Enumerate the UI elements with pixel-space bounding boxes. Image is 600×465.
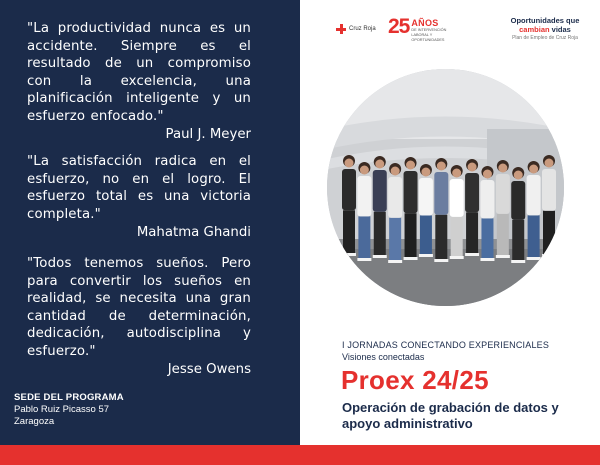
photo-person [357,162,371,261]
quote-text: "La productividad nunca es un accidente. Siempre es el resultado de un compromiso con la excelencia, una planificación inteligente y un esfuerzo enfocado." [27,21,251,124]
quote-author: Paul J. Meyer [165,127,251,142]
photo-person [388,163,402,263]
event-panel [300,0,600,445]
quote-text: "La satisfacción radica en el esfuerzo, no en el logro. El esfuerzo total es una victoria completa." [27,154,251,222]
photo-person [542,155,556,257]
oportunidades-vidas: vidas [551,25,571,34]
quote-ghandi [27,153,251,242]
event-series: I JORNADAS CONECTANDO EXPERIENCIALES [342,340,550,350]
anniversary-number: 25 [388,15,410,38]
quote-meyer [27,20,251,144]
venue-address: Pablo Ruiz Picasso 57 [14,404,110,415]
oportunidades-line1: Oportunidades que [510,16,580,25]
cruz-roja-label: Cruz Roja [349,26,376,32]
cruz-roja-logo [336,22,379,36]
photo-person [465,159,479,256]
quote-owens [27,255,251,379]
photo-person [434,158,448,262]
photo-person [511,167,525,263]
quote-text: "Todos tenemos sueños. Pero para convertir los sueños en realidad, se necesita una gran cantidad de determinación, dedicación, autodisciplina y esfuerzo." [27,256,251,359]
photo-person [373,156,387,258]
bottom-accent-bar [0,445,600,465]
event-theme: Visiones conectadas [342,352,425,362]
program-venue [14,392,214,428]
quote-author: Jesse Owens [167,362,251,377]
anniversary-word: AÑOS [411,18,439,28]
photo-person [496,160,510,258]
oportunidades-line3: Plan de Empleo de Cruz Roja [512,35,578,41]
quote-author: Mahatma Ghandi [136,225,251,240]
quotes-panel [0,0,300,445]
course-title: Operación de grabación de datos y apoyo administrativo [342,400,559,431]
venue-title: SEDE DEL PROGRAMA [14,392,124,403]
photo-person [527,161,541,260]
oportunidades-logo [503,17,587,41]
oportunidades-cambian: cambian [519,25,550,34]
anniversary-subtitle: DE INTERVENCIÓN LABORAL Y OPORTUNIDADES [411,28,447,42]
program-title: Proex 24/25 [341,365,489,395]
red-cross-icon [336,24,346,34]
group-photo [327,69,564,306]
venue-city: Zaragoza [14,416,55,427]
group-photo-image [327,69,564,306]
photo-person [480,166,494,261]
anniversary-logo [388,16,457,43]
photo-person [404,157,418,260]
photo-person [342,155,356,256]
